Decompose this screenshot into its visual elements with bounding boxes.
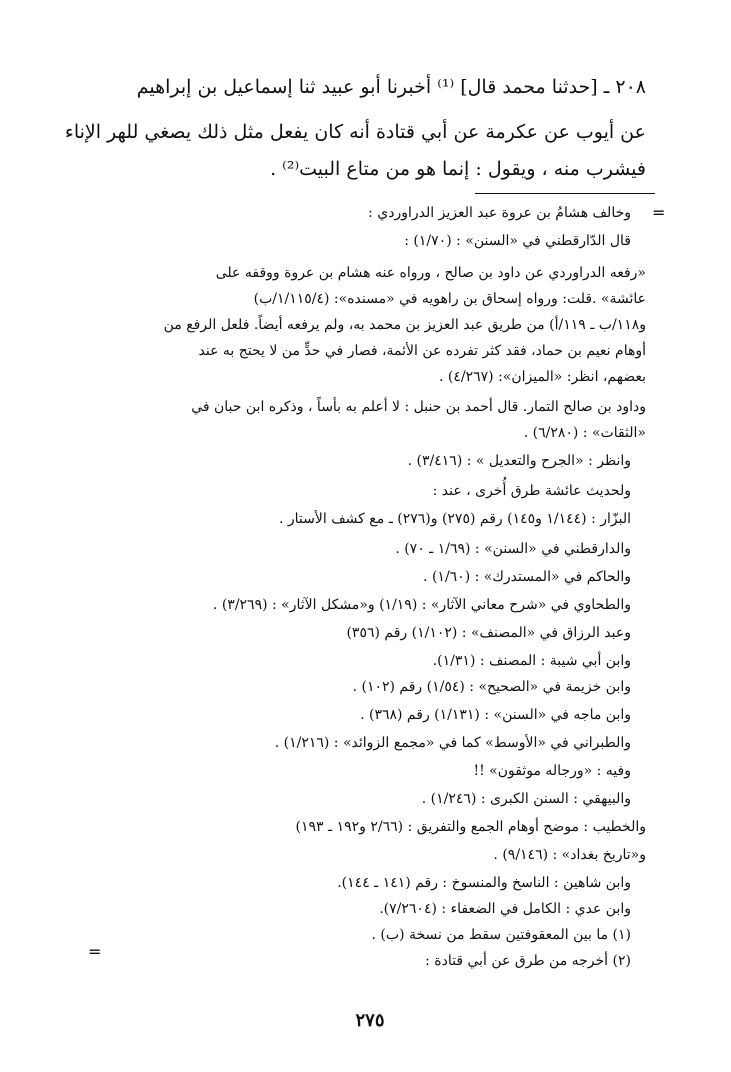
footnote-line: وعبد الرزاق في «المصنف» : (١/١٠٢) رقم (٣٥٦) <box>346 625 631 641</box>
main-line: فيشرب منه ، ويقول : إنما هو من متاع البيت⁽²⁾ . <box>270 158 646 180</box>
footnote-line: والبيهقي : السنن الكبرى : (١/٢٤٦) . <box>421 791 631 807</box>
footnote-line: وابن شاهين : الناسخ والمنسوخ : رقم (١٤١ ـ ١٤٤). <box>337 875 631 891</box>
footnote-line: وداود بن صالح التمار. قال أحمد بن حنبل : لا أعلم به بأساً ، وذكره ابن حبان في <box>191 399 646 415</box>
footnote-line: والدارقطني في «السنن» : (١/٦٩ ـ ٧٠) . <box>395 541 631 557</box>
footnote-line: قال الدّارقطني في «السنن» : (١/٧٠) : <box>404 233 631 249</box>
footnote-separator <box>475 193 655 194</box>
footnote-line: «رفعه الدراوردي عن داود بن صالح ، ورواه عنه هشام بن عروة ووقفه على <box>215 265 646 281</box>
footnote-line: ولحديث عائشة طرق أُخرى ، عند : <box>432 483 631 499</box>
footnote-line: وابن أبي شيبة : المصنف : (١/٣١). <box>432 653 631 669</box>
footnote-line: أوهام نعيم بن حماد، فقد كثر تفرده عن الأئمة، فصار في حدٍّ من لا يحتج به عند <box>198 343 646 359</box>
continuation-mark: = <box>88 942 102 961</box>
footnote-line: (١) ما بين المعقوفتين سقط من نسخة (ب) . <box>371 927 631 943</box>
footnote-line: وابن خزيمة في «الصحيح» : (١/٥٤) رقم (١٠٢) . <box>352 679 631 695</box>
footnote-line: وانظر : «الجرح والتعديل » : (٣/٤١٦) . <box>407 453 631 469</box>
footnote-line: و١١٨/ب ـ ١١٩/أ) من طريق عبد العزيز بن محمد به، ولم يرفعه أيضاً. فلعل الرفع من <box>163 317 646 333</box>
footnote-line: وابن عدي : الكامل في الضعفاء : (٧/٢٦٠٤). <box>379 901 631 917</box>
footnote-line: والطبراني في «الأوسط» كما في «مجمع الزوائد» : (١/٢١٦) . <box>274 735 631 751</box>
footnote-line: (٢) أخرجه من طرق عن أبي قتادة : <box>425 953 631 969</box>
footnote-line: بعضهم، انظر: «الميزان»: (٤/٢٦٧) . <box>439 369 646 385</box>
footnote-line: البزّار : (١/١٤٤ و١٤٥) رقم (٢٧٥) و(٢٧٦) ـ مع كشف الأستار . <box>278 511 631 527</box>
main-line: عن أيوب عن عكرمة عن أبي قتادة أنه كان يفعل مثل ذلك يصغي للهر الإناء <box>64 121 646 143</box>
footnote-line: «الثقات» : (٦/٢٨٠) . <box>523 425 646 441</box>
footnote-line: و«تاريخ بغداد» : (٩/١٤٦) . <box>493 847 646 863</box>
footnote-line: والحاكم في «المستدرك» : (١/٦٠) . <box>423 569 631 585</box>
footnote-line: وفيه : «ورجاله موثقون» !! <box>473 763 631 779</box>
footnote-line: والطحاوي في «شرح معاني الآثار» : (١/١٩) و«مشكل الآثار» : (٣/٢٦٩) . <box>212 597 631 613</box>
main-line: ٢٠٨ ـ [حدثنا محمد قال] ⁽¹⁾ أخبرنا أبو عبيد ثنا إسماعيل بن إبراهيم <box>136 76 646 98</box>
footnote-line: وابن ماجه في «السنن» : (١/١٣١) رقم (٣٦٨) . <box>360 707 631 723</box>
footnote-line: وخالف هشامُ بن عروة عبد العزيز الدراوردي : <box>368 205 631 221</box>
continuation-mark: = <box>652 203 666 222</box>
footnote-line: والخطيب : موضح أوهام الجمع والتفريق : (٢/٦٦ و١٩٢ ـ ١٩٣) <box>295 819 646 835</box>
page-number: ٢٧٥ <box>355 1010 385 1031</box>
footnote-line: عائشة» .قلت: ورواه إسحاق بن راهويه في «مسنده»: (١/١١٥/٤/ب) <box>253 291 646 307</box>
